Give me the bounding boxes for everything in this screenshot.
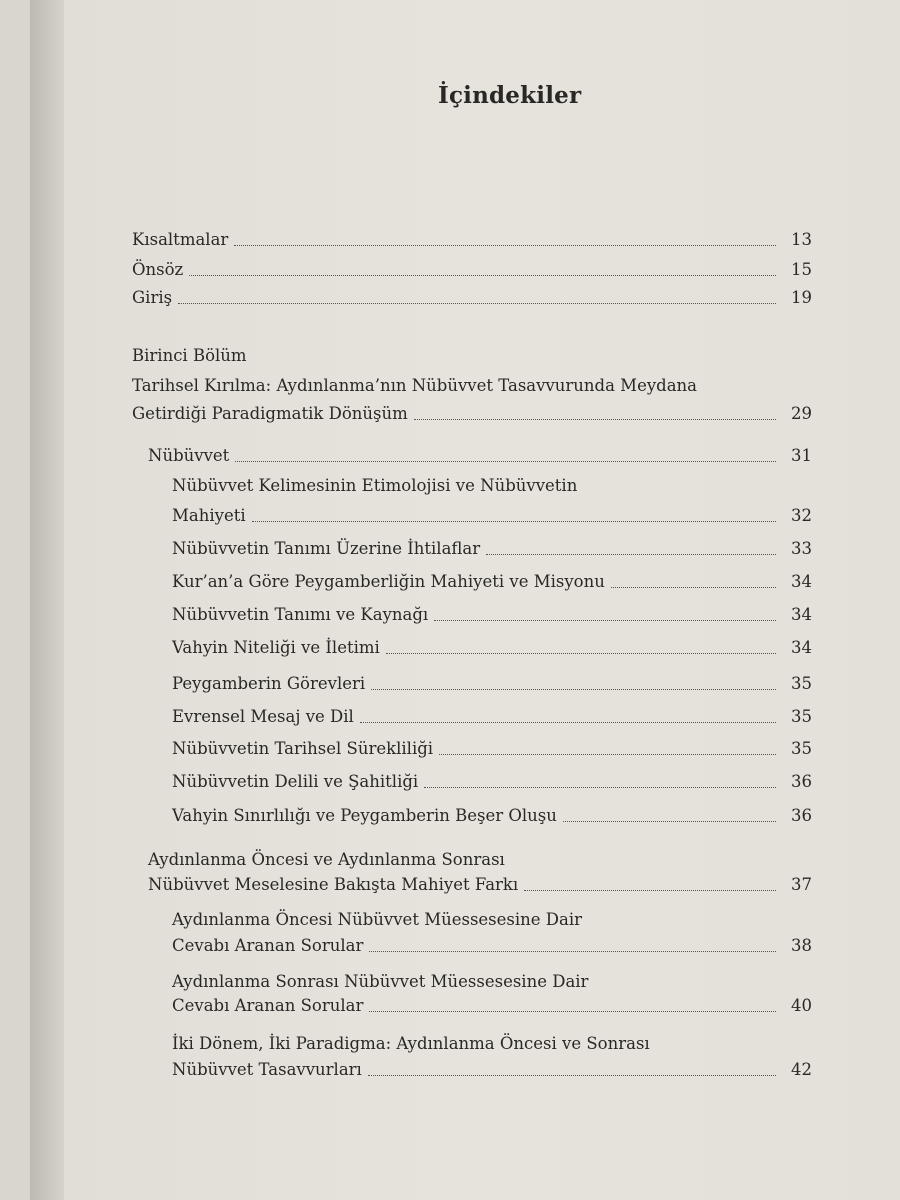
entry-page: 15 (791, 260, 812, 279)
entry-title: Nübüvvetin Tarihsel Sürekliliği (172, 739, 434, 758)
entry-page: 42 (791, 1060, 812, 1079)
leader-dots (486, 553, 776, 555)
entry-page: 35 (791, 739, 812, 758)
toc-entry-section (148, 444, 812, 468)
subsection-title: Nübüvvet Kelimesinin Etimolojisi ve Nübüvvetin (172, 476, 578, 495)
toc-entry-front (132, 228, 812, 252)
leader-dots (386, 652, 776, 654)
leader-dots (414, 418, 776, 420)
section-title: Aydınlanma Öncesi ve Aydınlanma Sonrası (148, 850, 505, 869)
entry-title: Nübüvvetin Tanımı ve Kaynağı (172, 605, 429, 624)
leader-dots (371, 688, 776, 690)
leader-dots (369, 950, 776, 952)
entry-title: Evrensel Mesaj ve Dil (172, 707, 354, 726)
toc-entry-section (148, 873, 812, 897)
entry-title: Giriş (132, 288, 173, 307)
page-gutter (30, 0, 64, 1200)
subsection-title: İki Dönem, İki Paradigma: Aydınlanma Öncesi ve Sonrası (172, 1034, 650, 1053)
entry-page: 29 (791, 404, 812, 423)
leader-dots (235, 460, 776, 462)
entry-title: Nübüvvet (148, 446, 230, 465)
toc-entry-subsection (172, 804, 812, 828)
entry-page: 31 (791, 446, 812, 465)
leader-dots (252, 520, 776, 522)
toc-entry-subsection (172, 934, 812, 958)
entry-title: Nübüvvet Meselesine Bakışta Mahiyet Farkı (148, 875, 519, 894)
leader-dots (439, 753, 776, 755)
toc-entry-subsection (172, 570, 812, 594)
entry-page: 33 (791, 539, 812, 558)
toc-entry-subsection (172, 537, 812, 561)
leader-dots (360, 721, 776, 723)
entry-page: 36 (791, 772, 812, 791)
entry-title: Vahyin Sınırlılığı ve Peygamberin Beşer Oluşu (172, 806, 557, 825)
toc-entry-subsection (172, 737, 812, 761)
toc-entry-part (132, 402, 812, 426)
toc-entry-subsection (172, 603, 812, 627)
subsection-title: Aydınlanma Öncesi Nübüvvet Müessesesine Dair (172, 910, 583, 929)
entry-title: Nübüvvetin Delili ve Şahitliği (172, 772, 419, 791)
leader-dots (424, 786, 776, 788)
toc-entry-front (132, 286, 812, 310)
entry-page: 13 (791, 230, 812, 249)
entry-page: 35 (791, 707, 812, 726)
entry-page: 40 (791, 996, 812, 1015)
toc-entry-subsection (172, 770, 812, 794)
leader-dots (524, 889, 776, 891)
entry-title: Nübüvvet Tasavvurları (172, 1060, 362, 1079)
entry-title: Kur’an’a Göre Peygamberliğin Mahiyeti ve Misyonu (172, 572, 605, 591)
entry-page: 34 (791, 638, 812, 657)
leader-dots (234, 244, 776, 246)
entry-title: Cevabı Aranan Sorular (172, 936, 364, 955)
leader-dots (368, 1074, 776, 1076)
toc-entry-subsection (172, 504, 812, 528)
toc-entry-subsection (172, 636, 812, 660)
leader-dots (189, 274, 776, 276)
entry-title: Peygamberin Görevleri (172, 674, 366, 693)
leader-dots (369, 1010, 776, 1012)
entry-page: 32 (791, 506, 812, 525)
entry-title: Getirdiği Paradigmatik Dönüşüm (132, 404, 408, 423)
entry-title: Cevabı Aranan Sorular (172, 996, 364, 1015)
entry-page: 38 (791, 936, 812, 955)
toc-entry-subsection (172, 1058, 812, 1082)
entry-page: 36 (791, 806, 812, 825)
entry-page: 34 (791, 605, 812, 624)
toc-entry-subsection (172, 672, 812, 696)
leader-dots (611, 586, 776, 588)
entry-page: 19 (791, 288, 812, 307)
toc-entry-subsection (172, 994, 812, 1018)
leader-dots (178, 302, 776, 304)
entry-page: 35 (791, 674, 812, 693)
entry-title: Kısaltmalar (132, 230, 229, 249)
entry-title: Mahiyeti (172, 506, 246, 525)
entry-title: Vahyin Niteliği ve İletimi (172, 638, 380, 657)
toc-title: İçindekiler (438, 82, 582, 109)
leader-dots (563, 820, 776, 822)
entry-title: Nübüvvetin Tanımı Üzerine İhtilaflar (172, 539, 481, 558)
entry-page: 34 (791, 572, 812, 591)
entry-title: Önsöz (132, 260, 184, 279)
entry-page: 37 (791, 875, 812, 894)
toc-entry-subsection (172, 705, 812, 729)
part-label: Birinci Bölüm (132, 346, 247, 365)
book-page (30, 0, 900, 1200)
part-title: Tarihsel Kırılma: Aydınlanma’nın Nübüvvet Tasavvurunda Meydana (132, 376, 698, 395)
leader-dots (434, 619, 776, 621)
subsection-title: Aydınlanma Sonrası Nübüvvet Müessesesine Dair (172, 972, 589, 991)
toc-entry-front (132, 258, 812, 282)
